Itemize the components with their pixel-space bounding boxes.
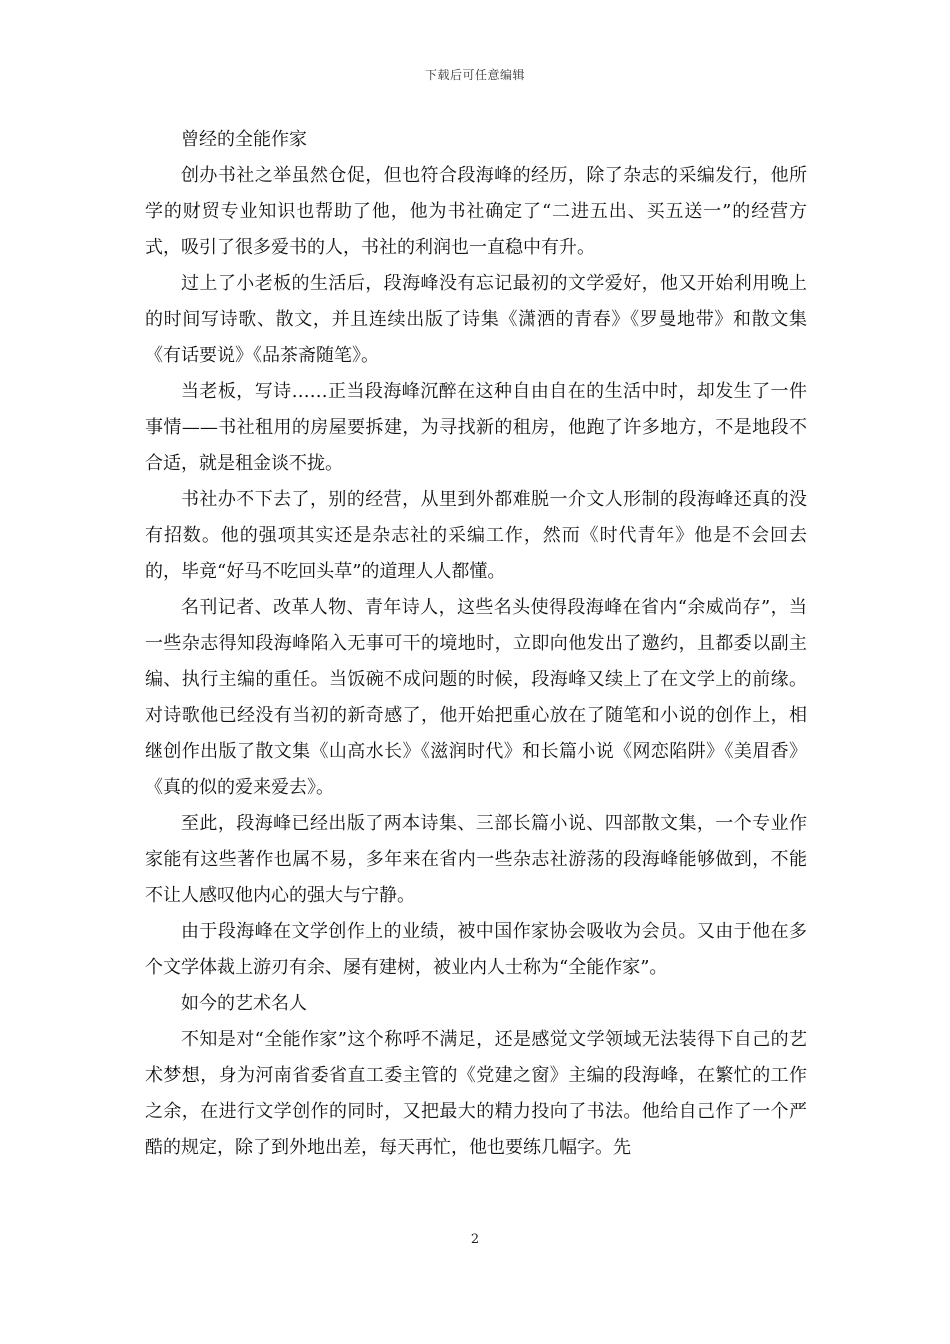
paragraph-bookstore-closed: 书社办不下去了，别的经营，从里到外都难脱一介文人形制的段海峰还真的没有招数。他的强项其实还是杂志社的采编工作，然而《时代青年》他是不会回去的，毕竟“好马不吃回头草”的道理人人都懂。 <box>145 489 807 582</box>
paragraph-magazine-invitations: 名刊记者、改革人物、青年诗人，这些名头使得段海峰在省内“余威尚存”，当一些杂志得知段海峰陷入无事可干的境地时，立即向他发出了邀约，且都委以副主编、执行主编的重任。当饭碗不成问题的时候，段海峰又续上了在文学上的前缘。对诗歌他已经没有当初的新奇感了，他开始把重心放在了随笔和小说的创作上，相继创作出版了散文集《山高水长》《滋润时代》和长篇小说《网恋陷阱》《美眉香》《真的似的爱来爱去》。 <box>145 597 807 798</box>
section-heading-former: 曾经的全能作家 <box>181 129 307 150</box>
article-body <box>145 122 807 1166</box>
paragraph-calligraphy: 不知是对“全能作家”这个称呼不满足，还是感觉文学领域无法装得下自己的艺术梦想，身为河南省委省直工委主管的《党建之窗》主编的段海峰，在繁忙的工作之余，在进行文学创作的同时，又把最大的精力投向了书法。他给自己作了一个严酷的规定，除了到外地出差，每天再忙，他也要练几幅字。先 <box>145 1029 807 1158</box>
paragraph-publications-summary: 至此，段海峰已经出版了两本诗集、三部长篇小说、四部散文集，一个专业作家能有这些著作也属不易，多年来在省内一些杂志社游荡的段海峰能够做到，不能不让人感叹他内心的强大与宁静。 <box>145 813 807 906</box>
section-heading-current: 如今的艺术名人 <box>181 993 307 1014</box>
paragraph-small-boss-life: 过上了小老板的生活后，段海峰没有忘记最初的文学爱好，他又开始利用晚上的时间写诗歌、散文，并且连续出版了诗集《潇洒的青春》《罗曼地带》和散文集《有话要说》《品茶斋随笔》。 <box>145 273 807 366</box>
paragraph-bookstore-founding: 创办书社之举虽然仓促，但也符合段海峰的经历，除了杂志的采编发行，他所学的财贸专业知识也帮助了他，他为书社确定了“二进五出、买五送一”的经营方式，吸引了很多爱书的人，书社的利润也一直稳中有升。 <box>145 165 807 258</box>
page-header-note: 下载后可任意编辑 <box>424 68 525 82</box>
page-number: 2 <box>470 1232 480 1247</box>
paragraph-writers-association: 由于段海峰在文学创作上的业绩，被中国作家协会吸收为会员。又由于他在多个文学体裁上游刃有余、屡有建树，被业内人士称为“全能作家”。 <box>145 921 807 978</box>
paragraph-house-demolition: 当老板，写诗……正当段海峰沉醉在这种自由自在的生活中时，却发生了一件事情——书社租用的房屋要拆建，为寻找新的租房，他跑了许多地方，不是地段不合适，就是租金谈不拢。 <box>145 381 807 474</box>
